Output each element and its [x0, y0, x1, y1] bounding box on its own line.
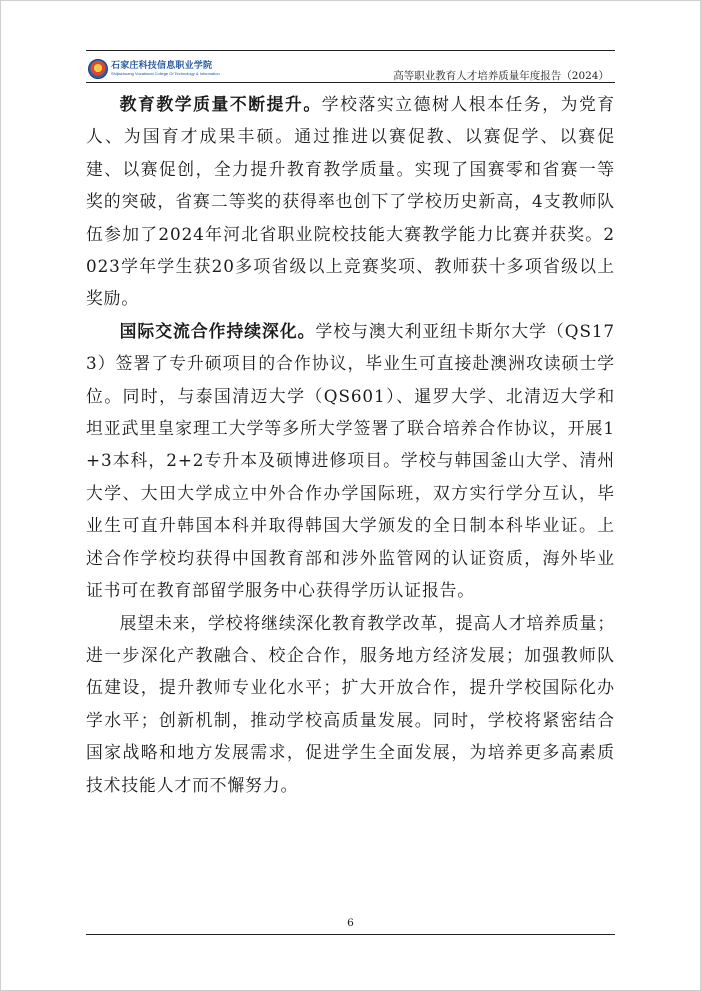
paragraph-heading: 教育教学质量不断提升。 [119, 94, 322, 114]
logo-text [111, 62, 220, 76]
header-top-rule [86, 50, 615, 51]
header-bottom-rule [86, 82, 615, 83]
paragraph-text: 学校与澳大利亚纽卡斯尔大学（QS173）签署了专升硕项目的合作协议，毕业生可直接赴澳洲攻读硕士学位。同时，与泰国清迈大学（QS601）、暹罗大学、北清迈大学和坦亚武里皇家理工大学等多所大学签署了联合培养合作协议，开展1+3本科，2+2专升本及硕博进修项目。学校与韩国釜山大学、清州大学、大田大学成立中外合作办学国际班，双方实行学分互认，毕业生可直升韩国本科并取得韩国大学颁发的全日制本科毕业证。上述合作学校均获得中国教育部和涉外监管网的认证资质，海外毕业证书可在教育部留学服务中心获得学历认证报告。 [86, 320, 615, 601]
report-title: 高等职业教育人才培养质量年度报告（2024） [393, 70, 609, 82]
paragraph-international-cooperation [86, 315, 615, 607]
paragraph-heading: 国际交流合作持续深化。 [119, 320, 316, 341]
page-number: 6 [347, 917, 354, 929]
page-header [86, 50, 615, 84]
logo-english-name: Shijiazhuang Vocational College Of Technology & Information [111, 71, 220, 76]
body-content [86, 88, 615, 801]
college-emblem-icon [88, 59, 108, 79]
college-logo [88, 58, 220, 80]
footer-rule [86, 934, 615, 935]
paragraph-text: 学校落实立德树人根本任务，为党育人、为国育才成果丰硕。通过推进以赛促教、以赛促学、以赛促建、以赛促创，全力提升教育教学质量。实现了国赛零和省赛一等奖的突破，省赛二等奖的获得率也创下了学校历史新高，4支教师队伍参加了2024年河北省职业院校技能大赛教学能力比赛并获奖。2023学年学生获20多项省级以上竞赛奖项、教师获十多项省级以上奖励。 [86, 94, 616, 309]
paragraph-teaching-quality [86, 88, 615, 315]
logo-chinese-name: 石家庄科技信息职业学院 [111, 61, 213, 71]
paragraph-outlook [86, 607, 615, 801]
paragraph-text: 展望未来，学校将继续深化教育教学改革，提高人才培养质量；进一步深化产教融合、校企合作，服务地方经济发展；加强教师队伍建设，提升教师专业化水平；扩大开放合作，提升学校国际化办学水平；创新机制，推动学校高质量发展。同时，学校将紧密结合国家战略和地方发展需求，促进学生全面发展，为培养更多高素质技术技能人才而不懈努力。 [86, 612, 615, 795]
